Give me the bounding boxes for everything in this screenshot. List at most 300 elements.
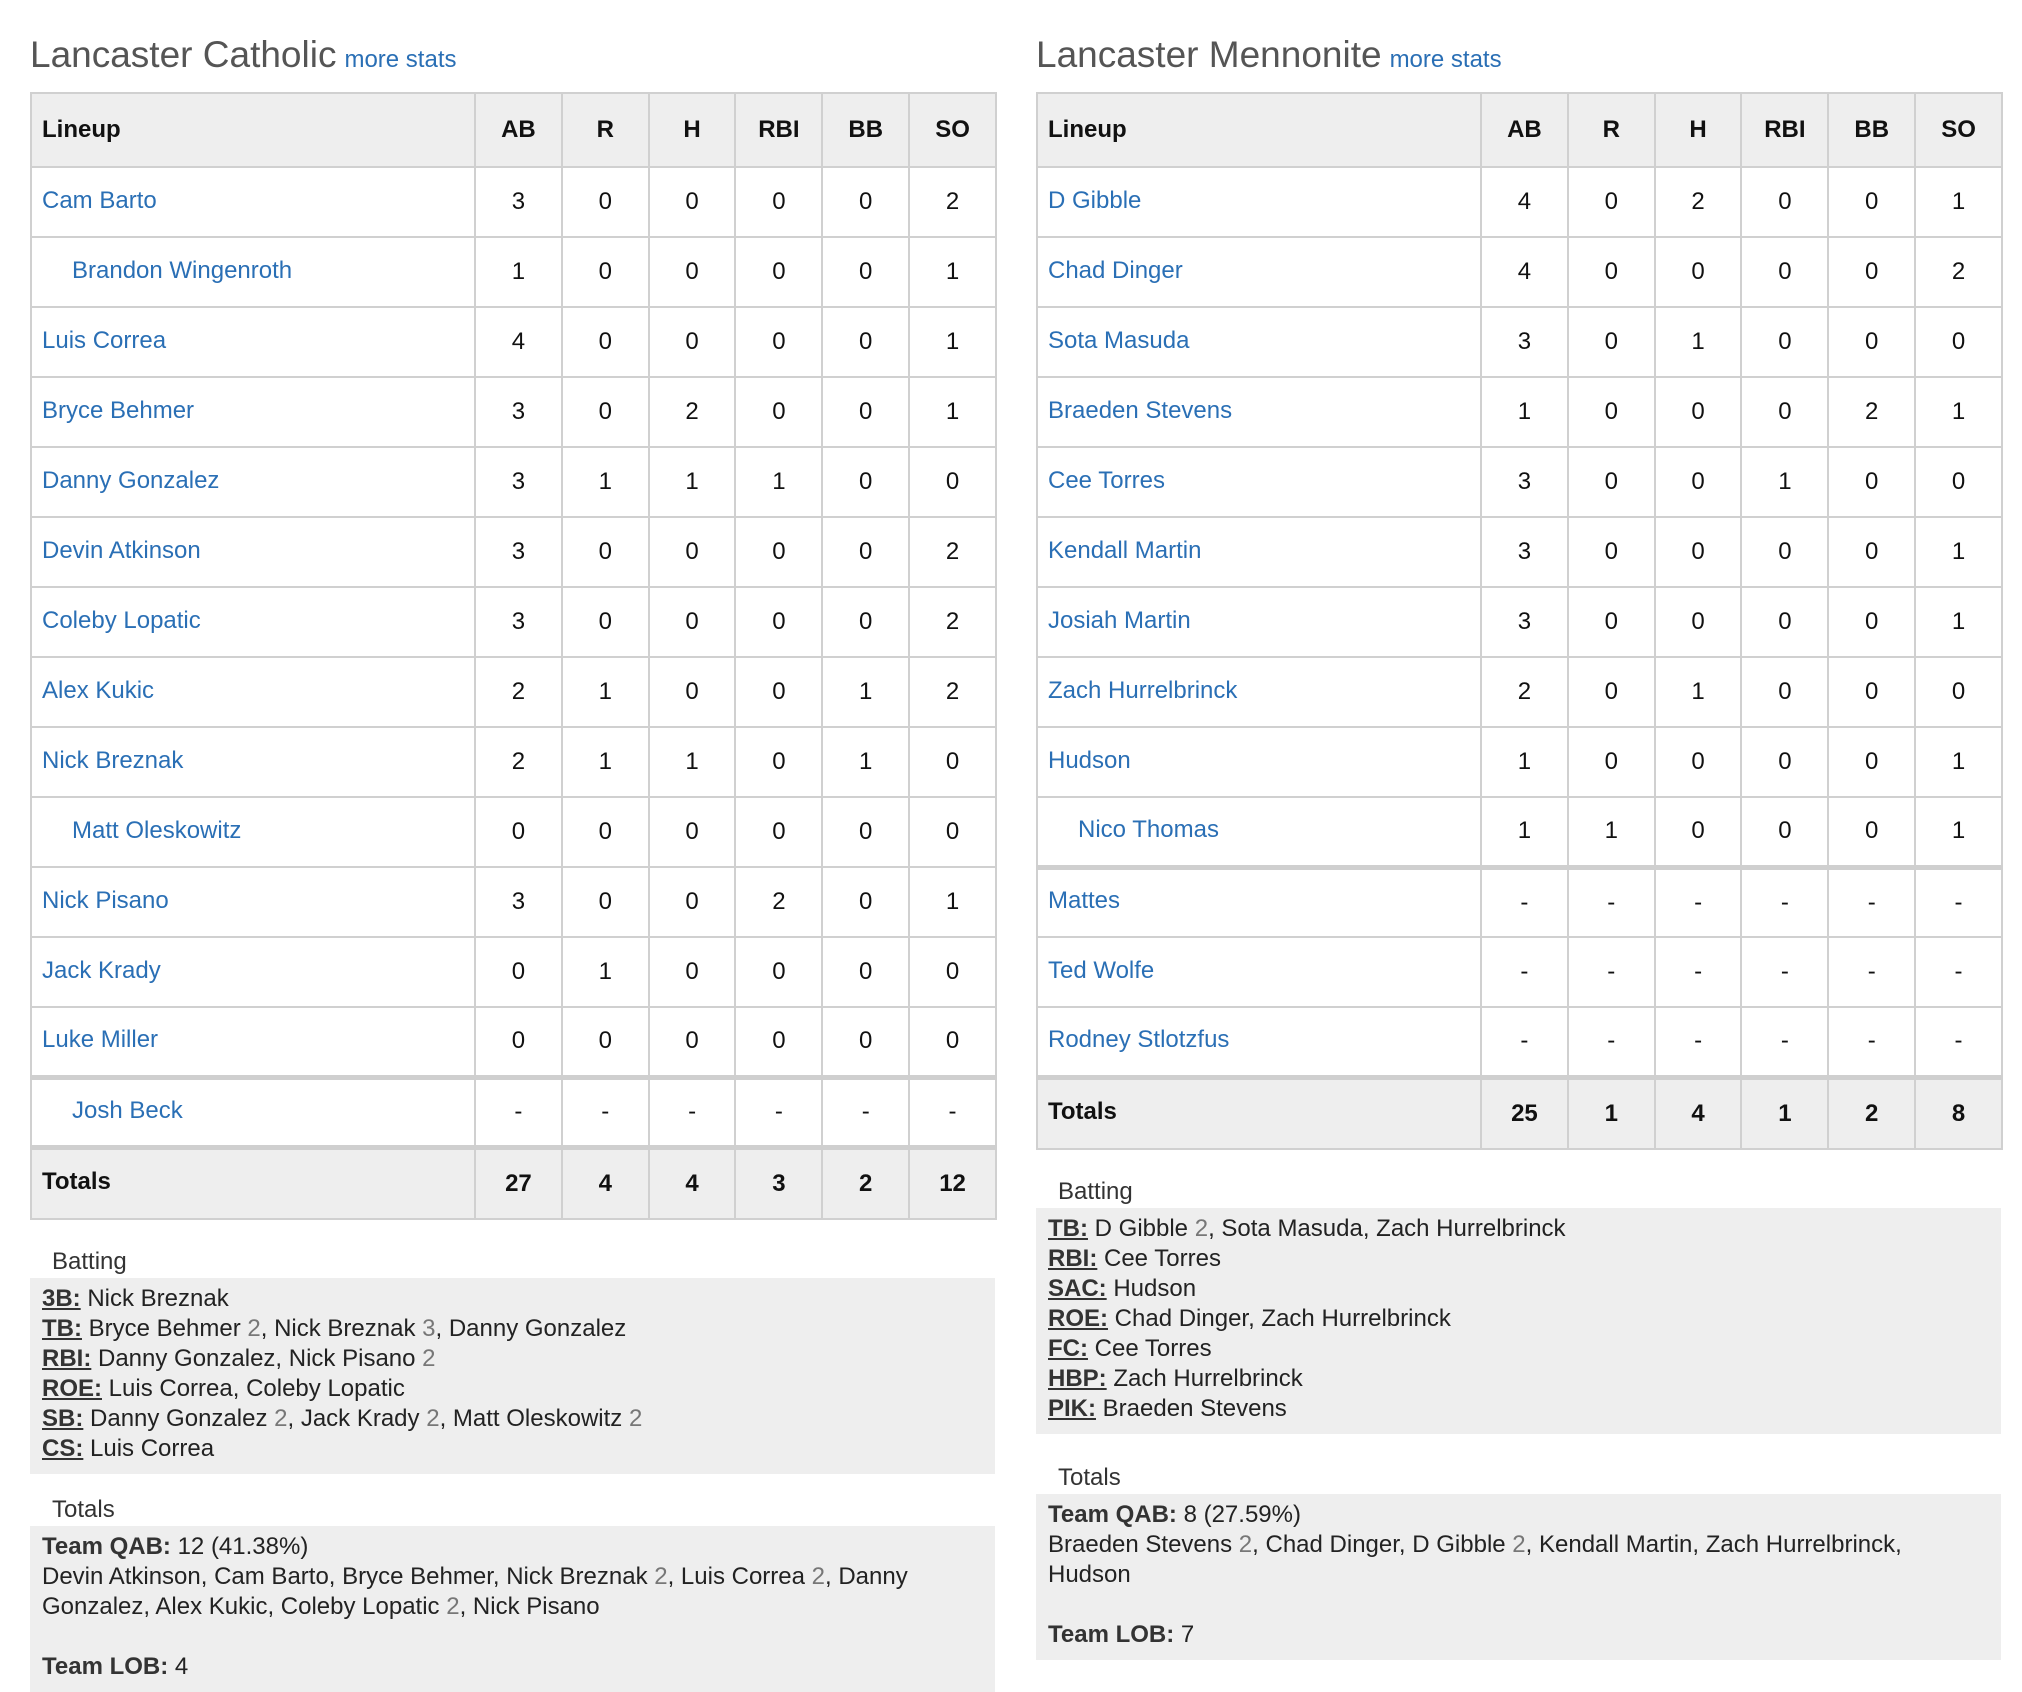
table-row xyxy=(1037,517,2002,587)
batting-count: 2 xyxy=(422,1345,436,1372)
stat-cell-h: 0 xyxy=(1655,237,1742,307)
table-row xyxy=(31,587,996,657)
player-cell xyxy=(31,867,475,937)
table-row xyxy=(31,937,996,1007)
stat-cell-rbi: 0 xyxy=(735,167,822,237)
stat-cell-bb: 0 xyxy=(822,237,909,307)
stat-cell-bb: 0 xyxy=(1828,587,1915,657)
stat-cell-rbi: - xyxy=(735,1077,822,1147)
batting-names: Bryce Behmer xyxy=(88,1315,248,1342)
stat-cell-r: 0 xyxy=(1568,237,1655,307)
total-r: 1 xyxy=(1568,1077,1655,1149)
batting-names: Braeden Stevens xyxy=(1102,1395,1287,1422)
total-so: 8 xyxy=(1915,1077,2002,1149)
qab-count: 2 xyxy=(446,1593,460,1620)
table-row xyxy=(1037,167,2002,237)
stat-cell-so: 2 xyxy=(909,517,996,587)
batting-line xyxy=(1048,1394,1989,1424)
batting-line xyxy=(1048,1274,1989,1304)
player-cell xyxy=(1037,797,1481,867)
stat-cell-h: - xyxy=(1655,937,1742,1007)
stat-cell-h: 0 xyxy=(649,867,736,937)
table-row xyxy=(1037,657,2002,727)
batting-line xyxy=(42,1314,983,1344)
stat-cell-r: 0 xyxy=(1568,447,1655,517)
team-lob-value: 7 xyxy=(1180,1621,1195,1648)
player-cell xyxy=(1037,377,1481,447)
batting-stat-key: PIK: xyxy=(1048,1395,1096,1422)
stat-cell-h: 0 xyxy=(1655,517,1742,587)
team-qab xyxy=(1048,1500,1989,1530)
stat-cell-bb: 0 xyxy=(1828,517,1915,587)
stat-cell-so: 1 xyxy=(909,307,996,377)
batting-names: Chad Dinger, Zach Hurrelbrinck xyxy=(1114,1305,1451,1332)
player-cell xyxy=(31,1077,475,1147)
team-qab-value: 8 (27.59%) xyxy=(1183,1501,1301,1528)
stat-cell-bb: 0 xyxy=(1828,727,1915,797)
batting-names: Luis Correa xyxy=(90,1435,215,1462)
more-stats-link[interactable]: more stats xyxy=(344,46,457,73)
stat-cell-r: - xyxy=(562,1077,649,1147)
stat-cell-ab: 4 xyxy=(1481,167,1568,237)
stat-cell-ab: 3 xyxy=(1481,307,1568,377)
stat-cell-h: 0 xyxy=(1655,727,1742,797)
batting-stat-key: ROE: xyxy=(42,1375,102,1402)
team-qab-players xyxy=(42,1562,983,1622)
stat-cell-bb: 0 xyxy=(1828,167,1915,237)
player-link[interactable]: Rodney Stlotzfus xyxy=(1048,1025,1230,1053)
stat-cell-ab: 4 xyxy=(475,307,562,377)
batting-names: Danny Gonzalez xyxy=(90,1405,275,1432)
total-h: 4 xyxy=(649,1147,736,1219)
qab-names: Devin Atkinson, Cam Barto, Bryce Behmer, Nick Breznak xyxy=(42,1563,655,1590)
stat-cell-so: 1 xyxy=(909,867,996,937)
stat-cell-so: - xyxy=(1915,867,2002,937)
stat-cell-bb: 0 xyxy=(1828,447,1915,517)
player-link[interactable]: Bryce Behmer xyxy=(42,396,195,424)
table-row xyxy=(31,797,996,867)
total-rbi: 3 xyxy=(735,1147,822,1219)
stat-cell-r: 1 xyxy=(562,937,649,1007)
player-cell xyxy=(31,587,475,657)
stat-cell-r: - xyxy=(1568,867,1655,937)
stat-cell-ab: 1 xyxy=(475,237,562,307)
stat-cell-so: 1 xyxy=(1915,377,2002,447)
spacer xyxy=(42,1622,983,1652)
stat-cell-ab: 3 xyxy=(475,517,562,587)
player-link[interactable]: Luke Miller xyxy=(42,1025,159,1053)
player-link[interactable]: Devin Atkinson xyxy=(42,536,201,564)
stat-cell-bb: 2 xyxy=(1828,377,1915,447)
table-row xyxy=(31,727,996,797)
stat-cell-r: 1 xyxy=(562,727,649,797)
stat-cell-r: 0 xyxy=(1568,167,1655,237)
stat-cell-bb: 0 xyxy=(822,517,909,587)
total-rbi: 1 xyxy=(1741,1077,1828,1149)
batting-section-title: Batting xyxy=(52,1248,127,1275)
stat-cell-r: 1 xyxy=(562,657,649,727)
lineup-table xyxy=(30,92,997,1220)
total-r: 4 xyxy=(562,1147,649,1219)
player-link[interactable]: Sota Masuda xyxy=(1048,326,1190,354)
batting-names: Nick Breznak xyxy=(87,1285,229,1312)
table-row xyxy=(31,237,996,307)
qab-count: 2 xyxy=(1512,1531,1526,1558)
batting-stat-key: CS: xyxy=(42,1435,84,1462)
player-cell xyxy=(31,237,475,307)
batting-names: , Jack Krady xyxy=(287,1405,427,1432)
column-header-so: SO xyxy=(909,93,996,167)
table-row xyxy=(31,377,996,447)
total-so: 12 xyxy=(909,1147,996,1219)
stat-cell-rbi: 0 xyxy=(735,307,822,377)
stat-cell-h: 1 xyxy=(649,447,736,517)
player-cell xyxy=(31,307,475,377)
stat-cell-ab: 1 xyxy=(1481,797,1568,867)
stat-cell-so: 1 xyxy=(909,377,996,447)
stat-cell-bb: 0 xyxy=(1828,797,1915,867)
stat-cell-bb: - xyxy=(822,1077,909,1147)
batting-section xyxy=(1036,1208,2001,1434)
totals-section-title: Totals xyxy=(52,1496,115,1523)
stat-cell-bb: 0 xyxy=(822,307,909,377)
player-link[interactable]: Nick Breznak xyxy=(42,746,184,774)
stat-cell-h: 1 xyxy=(649,727,736,797)
stat-cell-so: 1 xyxy=(1915,167,2002,237)
stat-cell-rbi: 0 xyxy=(1741,517,1828,587)
qab-names: , Chad Dinger, D Gibble xyxy=(1252,1531,1513,1558)
batting-line xyxy=(1048,1364,1989,1394)
player-link[interactable]: Zach Hurrelbrinck xyxy=(1048,676,1238,704)
stat-cell-bb: 0 xyxy=(822,167,909,237)
stat-cell-r: 0 xyxy=(1568,517,1655,587)
stat-cell-ab: 3 xyxy=(475,587,562,657)
stat-cell-so: 1 xyxy=(1915,727,2002,797)
batting-stat-key: FC: xyxy=(1048,1335,1088,1362)
stat-cell-ab: 0 xyxy=(475,1007,562,1077)
player-link[interactable]: Alex Kukic xyxy=(42,676,155,704)
total-h: 4 xyxy=(1655,1077,1742,1149)
stat-cell-rbi: 0 xyxy=(735,937,822,1007)
totals-row xyxy=(31,1147,996,1219)
player-link[interactable]: Mattes xyxy=(1048,887,1121,915)
stat-cell-so: 2 xyxy=(909,167,996,237)
stat-cell-so: - xyxy=(909,1077,996,1147)
stat-cell-rbi: 0 xyxy=(1741,727,1828,797)
stat-cell-rbi: 0 xyxy=(1741,377,1828,447)
stat-cell-h: - xyxy=(1655,1007,1742,1077)
stat-cell-rbi: 0 xyxy=(1741,307,1828,377)
stat-cell-h: 0 xyxy=(1655,797,1742,867)
stat-cell-rbi: 0 xyxy=(1741,587,1828,657)
total-bb: 2 xyxy=(1828,1077,1915,1149)
stat-cell-r: 0 xyxy=(562,237,649,307)
stat-cell-ab: 3 xyxy=(475,167,562,237)
team-panel-lancaster-catholic xyxy=(30,0,995,1692)
player-link[interactable]: Luis Correa xyxy=(42,326,167,354)
totals-label: Totals xyxy=(31,1147,475,1219)
stat-cell-h: 0 xyxy=(649,657,736,727)
column-header-r: R xyxy=(1568,93,1655,167)
batting-stat-key: ROE: xyxy=(1048,1305,1108,1332)
team-qab-players xyxy=(1048,1530,1989,1590)
batting-stat-key: TB: xyxy=(42,1315,82,1342)
stat-cell-bb: - xyxy=(1828,867,1915,937)
stat-cell-r: 0 xyxy=(562,867,649,937)
stat-cell-rbi: - xyxy=(1741,937,1828,1007)
table-row xyxy=(31,167,996,237)
team-lob-label: Team LOB: xyxy=(42,1653,169,1680)
stat-cell-rbi: - xyxy=(1741,867,1828,937)
stat-cell-rbi: 1 xyxy=(1741,447,1828,517)
table-row xyxy=(31,657,996,727)
total-ab: 27 xyxy=(475,1147,562,1219)
team-header xyxy=(1036,0,2001,92)
player-link[interactable]: Danny Gonzalez xyxy=(42,466,220,494)
table-row xyxy=(31,517,996,587)
stat-cell-ab: 3 xyxy=(1481,587,1568,657)
batting-count: 2 xyxy=(628,1405,643,1432)
table-row xyxy=(1037,867,2002,937)
player-link[interactable]: Coleby Lopatic xyxy=(42,606,201,634)
qab-names: , Kendall Martin, Zach Hurrelbrinck, Hudson xyxy=(1048,1531,1902,1588)
stat-cell-h: 0 xyxy=(649,587,736,657)
table-row xyxy=(1037,237,2002,307)
player-link[interactable]: Nico Thomas xyxy=(1078,815,1219,843)
stat-cell-r: - xyxy=(1568,937,1655,1007)
player-link[interactable]: Chad Dinger xyxy=(1048,256,1183,284)
batting-count: 2 xyxy=(426,1405,440,1432)
stat-cell-h: 0 xyxy=(649,517,736,587)
player-link[interactable]: Nick Pisano xyxy=(42,886,169,914)
total-ab: 25 xyxy=(1481,1077,1568,1149)
stat-cell-h: 0 xyxy=(649,307,736,377)
stat-cell-bb: 0 xyxy=(1828,657,1915,727)
stat-cell-ab: - xyxy=(1481,867,1568,937)
stat-cell-rbi: - xyxy=(1741,1007,1828,1077)
column-header-rbi: RBI xyxy=(735,93,822,167)
stat-cell-bb: 0 xyxy=(1828,307,1915,377)
stat-cell-h: - xyxy=(1655,867,1742,937)
player-cell xyxy=(31,167,475,237)
batting-line xyxy=(42,1404,983,1434)
stat-cell-ab: 3 xyxy=(475,867,562,937)
stat-cell-so: 2 xyxy=(909,657,996,727)
player-cell xyxy=(31,377,475,447)
stat-cell-so: 1 xyxy=(1915,797,2002,867)
player-cell xyxy=(1037,867,1481,937)
stat-cell-so: 0 xyxy=(1915,447,2002,517)
totals-section xyxy=(30,1526,995,1692)
player-cell xyxy=(1037,167,1481,237)
stat-cell-h: 1 xyxy=(1655,657,1742,727)
column-header-bb: BB xyxy=(822,93,909,167)
stat-cell-r: 0 xyxy=(562,167,649,237)
batting-section-title: Batting xyxy=(1058,1178,1133,1205)
stat-cell-ab: 4 xyxy=(1481,237,1568,307)
player-link[interactable]: Josiah Martin xyxy=(1048,606,1191,634)
stat-cell-so: 0 xyxy=(1915,307,2002,377)
player-link[interactable]: Kendall Martin xyxy=(1048,536,1202,564)
batting-names: , Danny Gonzalez xyxy=(435,1315,627,1342)
table-row xyxy=(1037,307,2002,377)
stat-cell-ab: - xyxy=(1481,937,1568,1007)
stat-cell-bb: 0 xyxy=(1828,237,1915,307)
player-cell xyxy=(1037,237,1481,307)
team-qab-label: Team QAB: xyxy=(42,1533,171,1560)
player-cell xyxy=(1037,727,1481,797)
player-cell xyxy=(31,517,475,587)
stat-cell-rbi: 0 xyxy=(735,657,822,727)
player-cell xyxy=(31,1007,475,1077)
lineup-table xyxy=(1036,92,2003,1150)
team-lob-label: Team LOB: xyxy=(1048,1621,1175,1648)
stat-cell-ab: 3 xyxy=(475,447,562,517)
stat-cell-rbi: 2 xyxy=(735,867,822,937)
team-lob xyxy=(1048,1620,1989,1650)
stat-cell-ab: 2 xyxy=(1481,657,1568,727)
column-header-lineup: Lineup xyxy=(31,93,475,167)
stat-cell-rbi: 0 xyxy=(735,377,822,447)
batting-names: Luis Correa, Coleby Lopatic xyxy=(108,1375,405,1402)
batting-names: Danny Gonzalez, Nick Pisano xyxy=(98,1345,423,1372)
stat-cell-r: 1 xyxy=(562,447,649,517)
stat-cell-ab: - xyxy=(1481,1007,1568,1077)
stat-cell-so: 0 xyxy=(909,1007,996,1077)
more-stats-link[interactable]: more stats xyxy=(1389,46,1502,73)
column-header-so: SO xyxy=(1915,93,2002,167)
stat-cell-h: - xyxy=(649,1077,736,1147)
stat-cell-h: 0 xyxy=(1655,587,1742,657)
stat-cell-h: 2 xyxy=(1655,167,1742,237)
stat-cell-r: 0 xyxy=(562,307,649,377)
batting-names: Cee Torres xyxy=(1094,1335,1212,1362)
stat-cell-rbi: 1 xyxy=(735,447,822,517)
player-link[interactable]: Ted Wolfe xyxy=(1048,956,1155,984)
player-link[interactable]: D Gibble xyxy=(1048,186,1142,214)
stat-cell-rbi: 0 xyxy=(1741,657,1828,727)
player-cell xyxy=(1037,307,1481,377)
stat-cell-r: 0 xyxy=(1568,307,1655,377)
batting-stat-key: TB: xyxy=(1048,1215,1088,1242)
column-header-rbi: RBI xyxy=(1741,93,1828,167)
qab-names: , Nick Pisano xyxy=(459,1593,600,1620)
column-header-ab: AB xyxy=(475,93,562,167)
batting-stat-key: HBP: xyxy=(1048,1365,1107,1392)
team-lob xyxy=(42,1652,983,1682)
stat-cell-rbi: 0 xyxy=(735,797,822,867)
stat-cell-ab: 2 xyxy=(475,657,562,727)
stat-cell-ab: 2 xyxy=(475,727,562,797)
qab-names: , Luis Correa xyxy=(667,1563,812,1590)
table-row xyxy=(1037,1007,2002,1077)
player-link[interactable]: Braeden Stevens xyxy=(1048,396,1233,424)
batting-names: , Sota Masuda, Zach Hurrelbrinck xyxy=(1208,1215,1566,1242)
stat-cell-ab: 3 xyxy=(475,377,562,447)
table-row xyxy=(31,307,996,377)
stat-cell-rbi: 0 xyxy=(1741,167,1828,237)
batting-line xyxy=(1048,1244,1989,1274)
column-header-h: H xyxy=(1655,93,1742,167)
stat-cell-r: 0 xyxy=(562,377,649,447)
stat-cell-bb: 1 xyxy=(822,727,909,797)
stat-cell-h: 0 xyxy=(649,937,736,1007)
batting-line xyxy=(42,1374,983,1404)
stat-cell-r: 0 xyxy=(562,797,649,867)
stat-cell-r: 0 xyxy=(562,1007,649,1077)
stat-cell-so: 0 xyxy=(909,937,996,1007)
spacer xyxy=(1048,1590,1989,1620)
table-row xyxy=(31,867,996,937)
player-link[interactable]: Cee Torres xyxy=(1048,466,1165,494)
batting-line xyxy=(42,1344,983,1374)
batting-count: 2 xyxy=(1194,1215,1209,1242)
stat-cell-h: 0 xyxy=(1655,447,1742,517)
stat-cell-bb: 0 xyxy=(822,867,909,937)
column-header-r: R xyxy=(562,93,649,167)
batting-names: Cee Torres xyxy=(1104,1245,1221,1272)
table-row xyxy=(1037,797,2002,867)
stat-cell-r: 0 xyxy=(1568,727,1655,797)
player-link[interactable]: Brandon Wingenroth xyxy=(72,256,293,284)
stat-cell-h: 1 xyxy=(1655,307,1742,377)
stat-cell-so: - xyxy=(1915,937,2002,1007)
stat-cell-ab: 0 xyxy=(475,797,562,867)
player-cell xyxy=(1037,657,1481,727)
team-name: Lancaster Catholic xyxy=(30,34,337,75)
table-row xyxy=(31,447,996,517)
stat-cell-rbi: 0 xyxy=(735,517,822,587)
stat-cell-rbi: 0 xyxy=(1741,237,1828,307)
totals-row xyxy=(1037,1077,2002,1149)
player-cell xyxy=(1037,517,1481,587)
table-row xyxy=(1037,587,2002,657)
table-header-row xyxy=(31,93,996,167)
player-link[interactable]: Hudson xyxy=(1048,746,1131,774)
stat-cell-r: 0 xyxy=(562,517,649,587)
batting-count: 2 xyxy=(247,1315,261,1342)
stat-cell-rbi: 0 xyxy=(735,237,822,307)
player-link[interactable]: Josh Beck xyxy=(72,1096,183,1124)
batting-names: Zach Hurrelbrinck xyxy=(1113,1365,1303,1392)
stat-cell-so: 1 xyxy=(909,237,996,307)
player-link[interactable]: Matt Oleskowitz xyxy=(72,816,242,844)
stat-cell-ab: 1 xyxy=(1481,377,1568,447)
stat-cell-bb: - xyxy=(1828,1007,1915,1077)
qab-count: 2 xyxy=(1238,1531,1253,1558)
player-cell xyxy=(1037,447,1481,517)
player-link[interactable]: Jack Krady xyxy=(42,956,161,984)
stat-cell-h: 0 xyxy=(649,167,736,237)
batting-stat-key: RBI: xyxy=(1048,1245,1098,1272)
stat-cell-rbi: 0 xyxy=(1741,797,1828,867)
stat-cell-ab: 3 xyxy=(1481,447,1568,517)
totals-section xyxy=(1036,1494,2001,1660)
table-header-row xyxy=(1037,93,2002,167)
column-header-lineup: Lineup xyxy=(1037,93,1481,167)
player-cell xyxy=(31,797,475,867)
stat-cell-so: 0 xyxy=(909,447,996,517)
team-header xyxy=(30,0,995,92)
qab-names: Braeden Stevens xyxy=(1048,1531,1239,1558)
stat-cell-ab: - xyxy=(475,1077,562,1147)
qab-names: , Danny Gonzalez, Alex Kukic, Coleby Lopatic xyxy=(42,1563,908,1620)
team-lob-value: 4 xyxy=(174,1653,189,1680)
totals-label: Totals xyxy=(1037,1077,1481,1149)
batting-stat-key: SAC: xyxy=(1048,1275,1107,1302)
player-link[interactable]: Cam Barto xyxy=(42,186,157,214)
table-row xyxy=(31,1077,996,1147)
